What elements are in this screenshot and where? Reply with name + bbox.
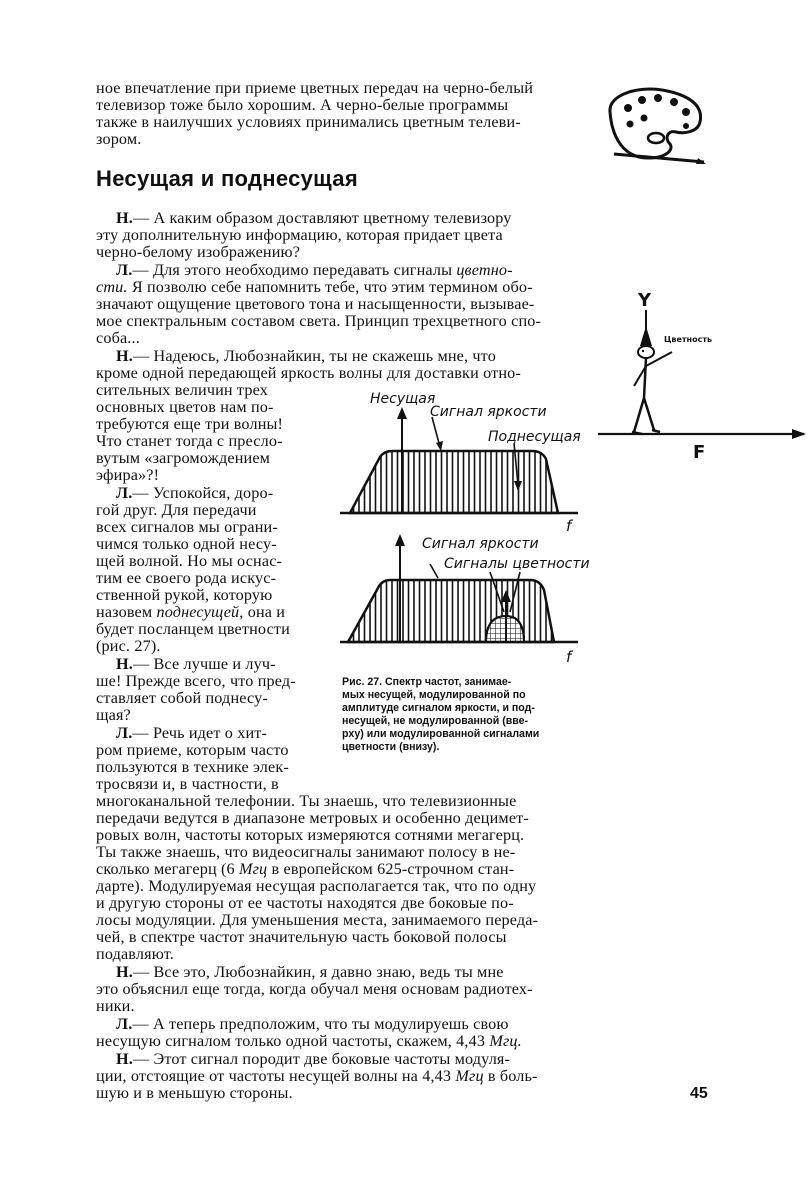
text-line: телевизор тоже было хорошим. А черно-белые программы bbox=[96, 96, 509, 114]
text-line: Н.— А каким образом доставляют цветному телевизору bbox=[116, 209, 512, 227]
caption-line: мых несущей, модулированной по bbox=[342, 689, 526, 701]
y-axis-label: Y bbox=[638, 290, 652, 311]
text-line: Н.— Надеюсь, Любознайкин, ты не скажешь мне, что bbox=[116, 347, 496, 365]
text-line: значают ощущение цветового тона и насыщенности, вызывае- bbox=[96, 295, 535, 313]
text-line: (рис. 27). bbox=[96, 637, 161, 655]
text-line: вутым «загромождением bbox=[96, 449, 271, 467]
text-line: эту дополнительную информацию, которая придает цвета bbox=[96, 226, 503, 244]
palette-illustration bbox=[600, 82, 706, 164]
text-line: ше! Прежде всего, что пред- bbox=[96, 672, 296, 690]
text-line: пользуются в технике элек- bbox=[96, 758, 289, 776]
text-line: подавляют. bbox=[96, 945, 174, 963]
text-line: Л.— Для этого необходимо передавать сигналы цветно- bbox=[116, 261, 513, 279]
text-line: Н.— Этот сигнал породит две боковые частоты модуля- bbox=[116, 1050, 511, 1068]
text-line: многоканальной телефонии. Ты знаешь, что телевизионные bbox=[96, 792, 517, 810]
text-line: щей волной. Но мы оснас- bbox=[96, 552, 283, 570]
text-line: чей, в спектре частот значительную часть боковой полосы bbox=[96, 928, 507, 946]
text-line: эфира»?! bbox=[96, 466, 160, 484]
text-line: Что станет тогда с пресло- bbox=[96, 432, 283, 450]
luma-band-shape bbox=[350, 451, 558, 513]
text-line: Н.— Все это, Любознайкин, я давно знаю, ведь ты мне bbox=[116, 963, 504, 981]
text-line: ром приеме, которым часто bbox=[96, 741, 289, 759]
text-line: несущую сигналом только одной частоты, скажем, 4,43 Мгц. bbox=[96, 1032, 522, 1050]
speaker-l: Л. bbox=[116, 261, 133, 279]
text-line: мое спектральным составом света. Принцип трехцветного спо- bbox=[96, 312, 542, 330]
cartoon-figure bbox=[596, 286, 808, 462]
text-line: ственной рукой, которую bbox=[96, 586, 273, 604]
text-line: Ты также знаешь, что видеосигналы занимают полосу в не- bbox=[96, 843, 516, 861]
text-line: Н.— Все лучше и луч- bbox=[116, 655, 276, 673]
text-line: сколько мегагерц (6 Мгц в европейском 625-строчном стан- bbox=[96, 860, 515, 878]
text-line: всех сигналов мы ограни- bbox=[96, 518, 278, 536]
text-line: гой друг. Для передачи bbox=[96, 501, 257, 519]
text-line: соба... bbox=[96, 329, 140, 347]
caption-line: амплитуде сигналом яркости, и под- bbox=[342, 702, 535, 714]
hat-label: Цветность bbox=[664, 335, 713, 344]
text-line: кроме одной передающей яркость волны для доставки отно- bbox=[96, 364, 521, 382]
text-line: ставляет собой поднесу- bbox=[96, 689, 268, 707]
label-f: f bbox=[566, 517, 572, 535]
text-line: назовем поднесущей, она и bbox=[96, 603, 286, 621]
text-line: ное впечатление при приеме цветных передач на черно-белый bbox=[96, 79, 534, 97]
text-line: ции, отстоящие от частоты несущей волны на 4,43 Мгц в боль- bbox=[96, 1067, 538, 1085]
caption-line: Рис. 27. Спектр частот, занимае- bbox=[342, 676, 512, 688]
text-line: ровых волн, частоты которых измеряются сотнями мегагерц. bbox=[96, 826, 525, 844]
text-line: сительных величин трех bbox=[96, 381, 268, 399]
text-line: тим ее своего рода искус- bbox=[96, 569, 277, 587]
section-heading: Несущая и поднесущая bbox=[96, 166, 358, 191]
text-line: шую и в меньшую стороны. bbox=[96, 1084, 293, 1102]
text-line: чимся только одной несу- bbox=[96, 535, 277, 553]
text-line: лосы модуляции. Для уменьшения места, занимаемого переда- bbox=[96, 911, 539, 929]
text-line: Л.— Речь идет о хит- bbox=[116, 724, 268, 742]
label-subcarrier: Поднесущая bbox=[488, 429, 581, 445]
text-line: сти. Я позволю себе напомнить тебе, что этим термином обо- bbox=[96, 278, 533, 296]
text-line: также в наилучших условиях принимались цветным телеви- bbox=[96, 113, 521, 131]
text-line: дарте). Модулируемая несущая располагается так, что по одну bbox=[96, 877, 537, 895]
text-line: это объяснил еще тогда, когда обучал меня основам радиотех- bbox=[96, 980, 533, 998]
caption-line: несущей, не модулированной (вве- bbox=[342, 715, 529, 727]
text-line: Л.— А теперь предположим, что ты модулируешь свою bbox=[116, 1015, 509, 1033]
label-chroma: Сигналы цветности bbox=[444, 556, 590, 572]
text-line: тросвязи и, в частности, в bbox=[96, 775, 279, 793]
spectrum-bottom-diagram bbox=[340, 528, 590, 668]
text-line: зором. bbox=[96, 130, 142, 148]
label-f: f bbox=[566, 648, 572, 666]
label-luma: Сигнал яркости bbox=[422, 536, 539, 552]
label-carrier: Несущая bbox=[370, 391, 436, 407]
f-axis-label: F bbox=[693, 442, 706, 462]
text-line: ники. bbox=[96, 997, 135, 1015]
text-line: и другую стороны от ее частоты находятся две боковые по- bbox=[96, 894, 514, 912]
text-line: Л.— Успокойся, доро- bbox=[116, 484, 274, 502]
label-luma: Сигнал яркости bbox=[430, 404, 547, 420]
spectrum-top-diagram bbox=[340, 385, 590, 535]
text-line: щая? bbox=[96, 706, 131, 724]
text-line: будет посланцем цветности bbox=[96, 620, 290, 638]
caption-line: цветности (внизу). bbox=[342, 741, 440, 753]
text-line: передачи ведутся в диапазоне метровых и особенно децимет- bbox=[96, 809, 529, 827]
page-number: 45 bbox=[690, 1085, 708, 1102]
text-line: черно-белому изображению? bbox=[96, 243, 301, 261]
text-line: основных цветов нам по- bbox=[96, 398, 274, 416]
speaker-n: Н. bbox=[116, 209, 133, 227]
caption-line: рху) или модулированной сигналами bbox=[342, 728, 540, 740]
text-line: требуются еще три волны! bbox=[96, 415, 284, 433]
